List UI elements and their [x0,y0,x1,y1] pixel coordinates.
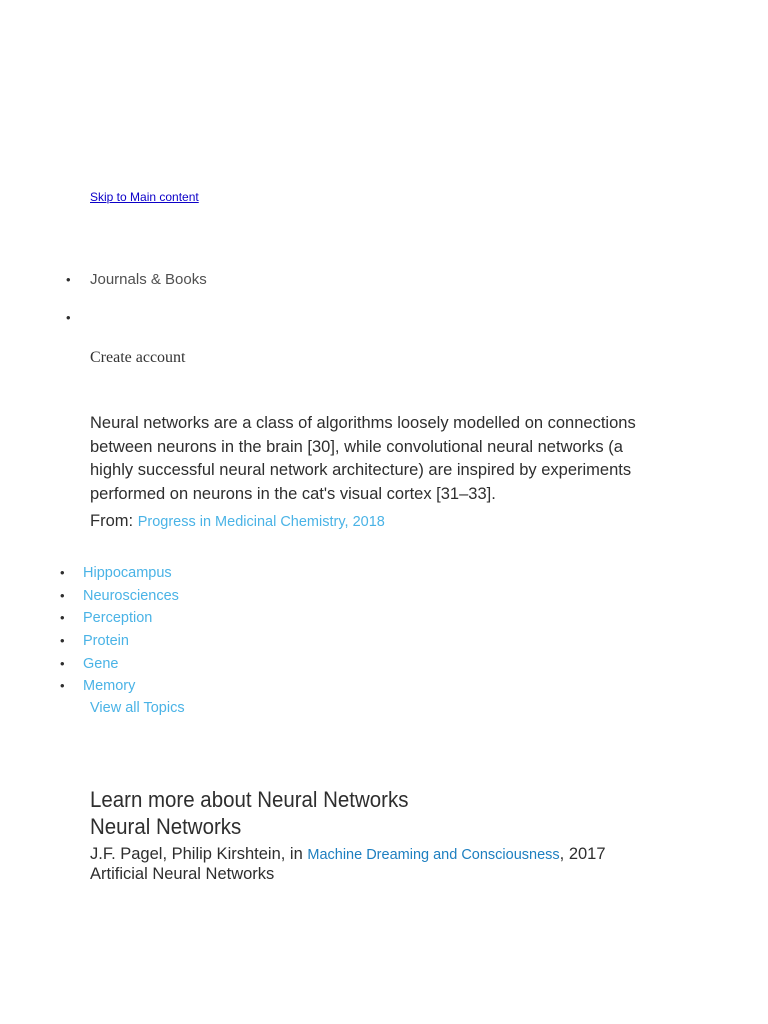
definition-source [90,512,385,531]
definition-paragraph: Neural networks are a class of algorithms loosely modelled on connections between neurons in the brain [30], while convolutional neural networks (a highly successful neural network architecture) are inspired by experiments performed on neurons in the cat's visual cortex [31–33]. [90,414,636,503]
chapter-title[interactable]: Artificial Neural Networks [90,865,275,883]
list-item [0,562,179,585]
book-link[interactable]: Machine Dreaming and Consciousness [307,847,560,863]
skip-to-main-link[interactable]: Skip to Main content [90,190,199,204]
section-subheading: Neural Networks [90,814,242,839]
topic-link-gene[interactable]: Gene [83,655,119,672]
list-item [0,585,179,608]
topic-link-memory[interactable]: Memory [83,678,136,695]
source-link[interactable]: Progress in Medicinal Chemistry, 2018 [137,514,385,530]
topic-link-hippocampus[interactable]: Hippocampus [83,565,172,581]
view-all-topics-link[interactable]: View all Topics [90,700,185,716]
from-label: From: [90,512,134,530]
topic-link-protein[interactable]: Protein [83,633,129,650]
top-nav [0,268,207,328]
list-item [0,607,179,630]
list-item [0,653,179,676]
chapter-citation [90,845,606,864]
book-year: , 2017 [559,845,606,863]
list-item [0,675,179,698]
create-account-link[interactable]: Create account [90,349,186,366]
learn-more-heading: Learn more about Neural Networks [90,787,409,812]
nav-item-journals-books[interactable] [0,268,207,306]
topic-link-perception[interactable]: Perception [83,610,153,627]
related-topics-list [0,562,179,698]
nav-item-empty [0,306,207,328]
authors-text: J.F. Pagel, Philip Kirshtein, in [90,845,303,863]
nav-item-label: Journals & Books [90,271,207,288]
list-item [0,630,179,653]
topic-link-neurosciences[interactable]: Neurosciences [83,587,179,604]
